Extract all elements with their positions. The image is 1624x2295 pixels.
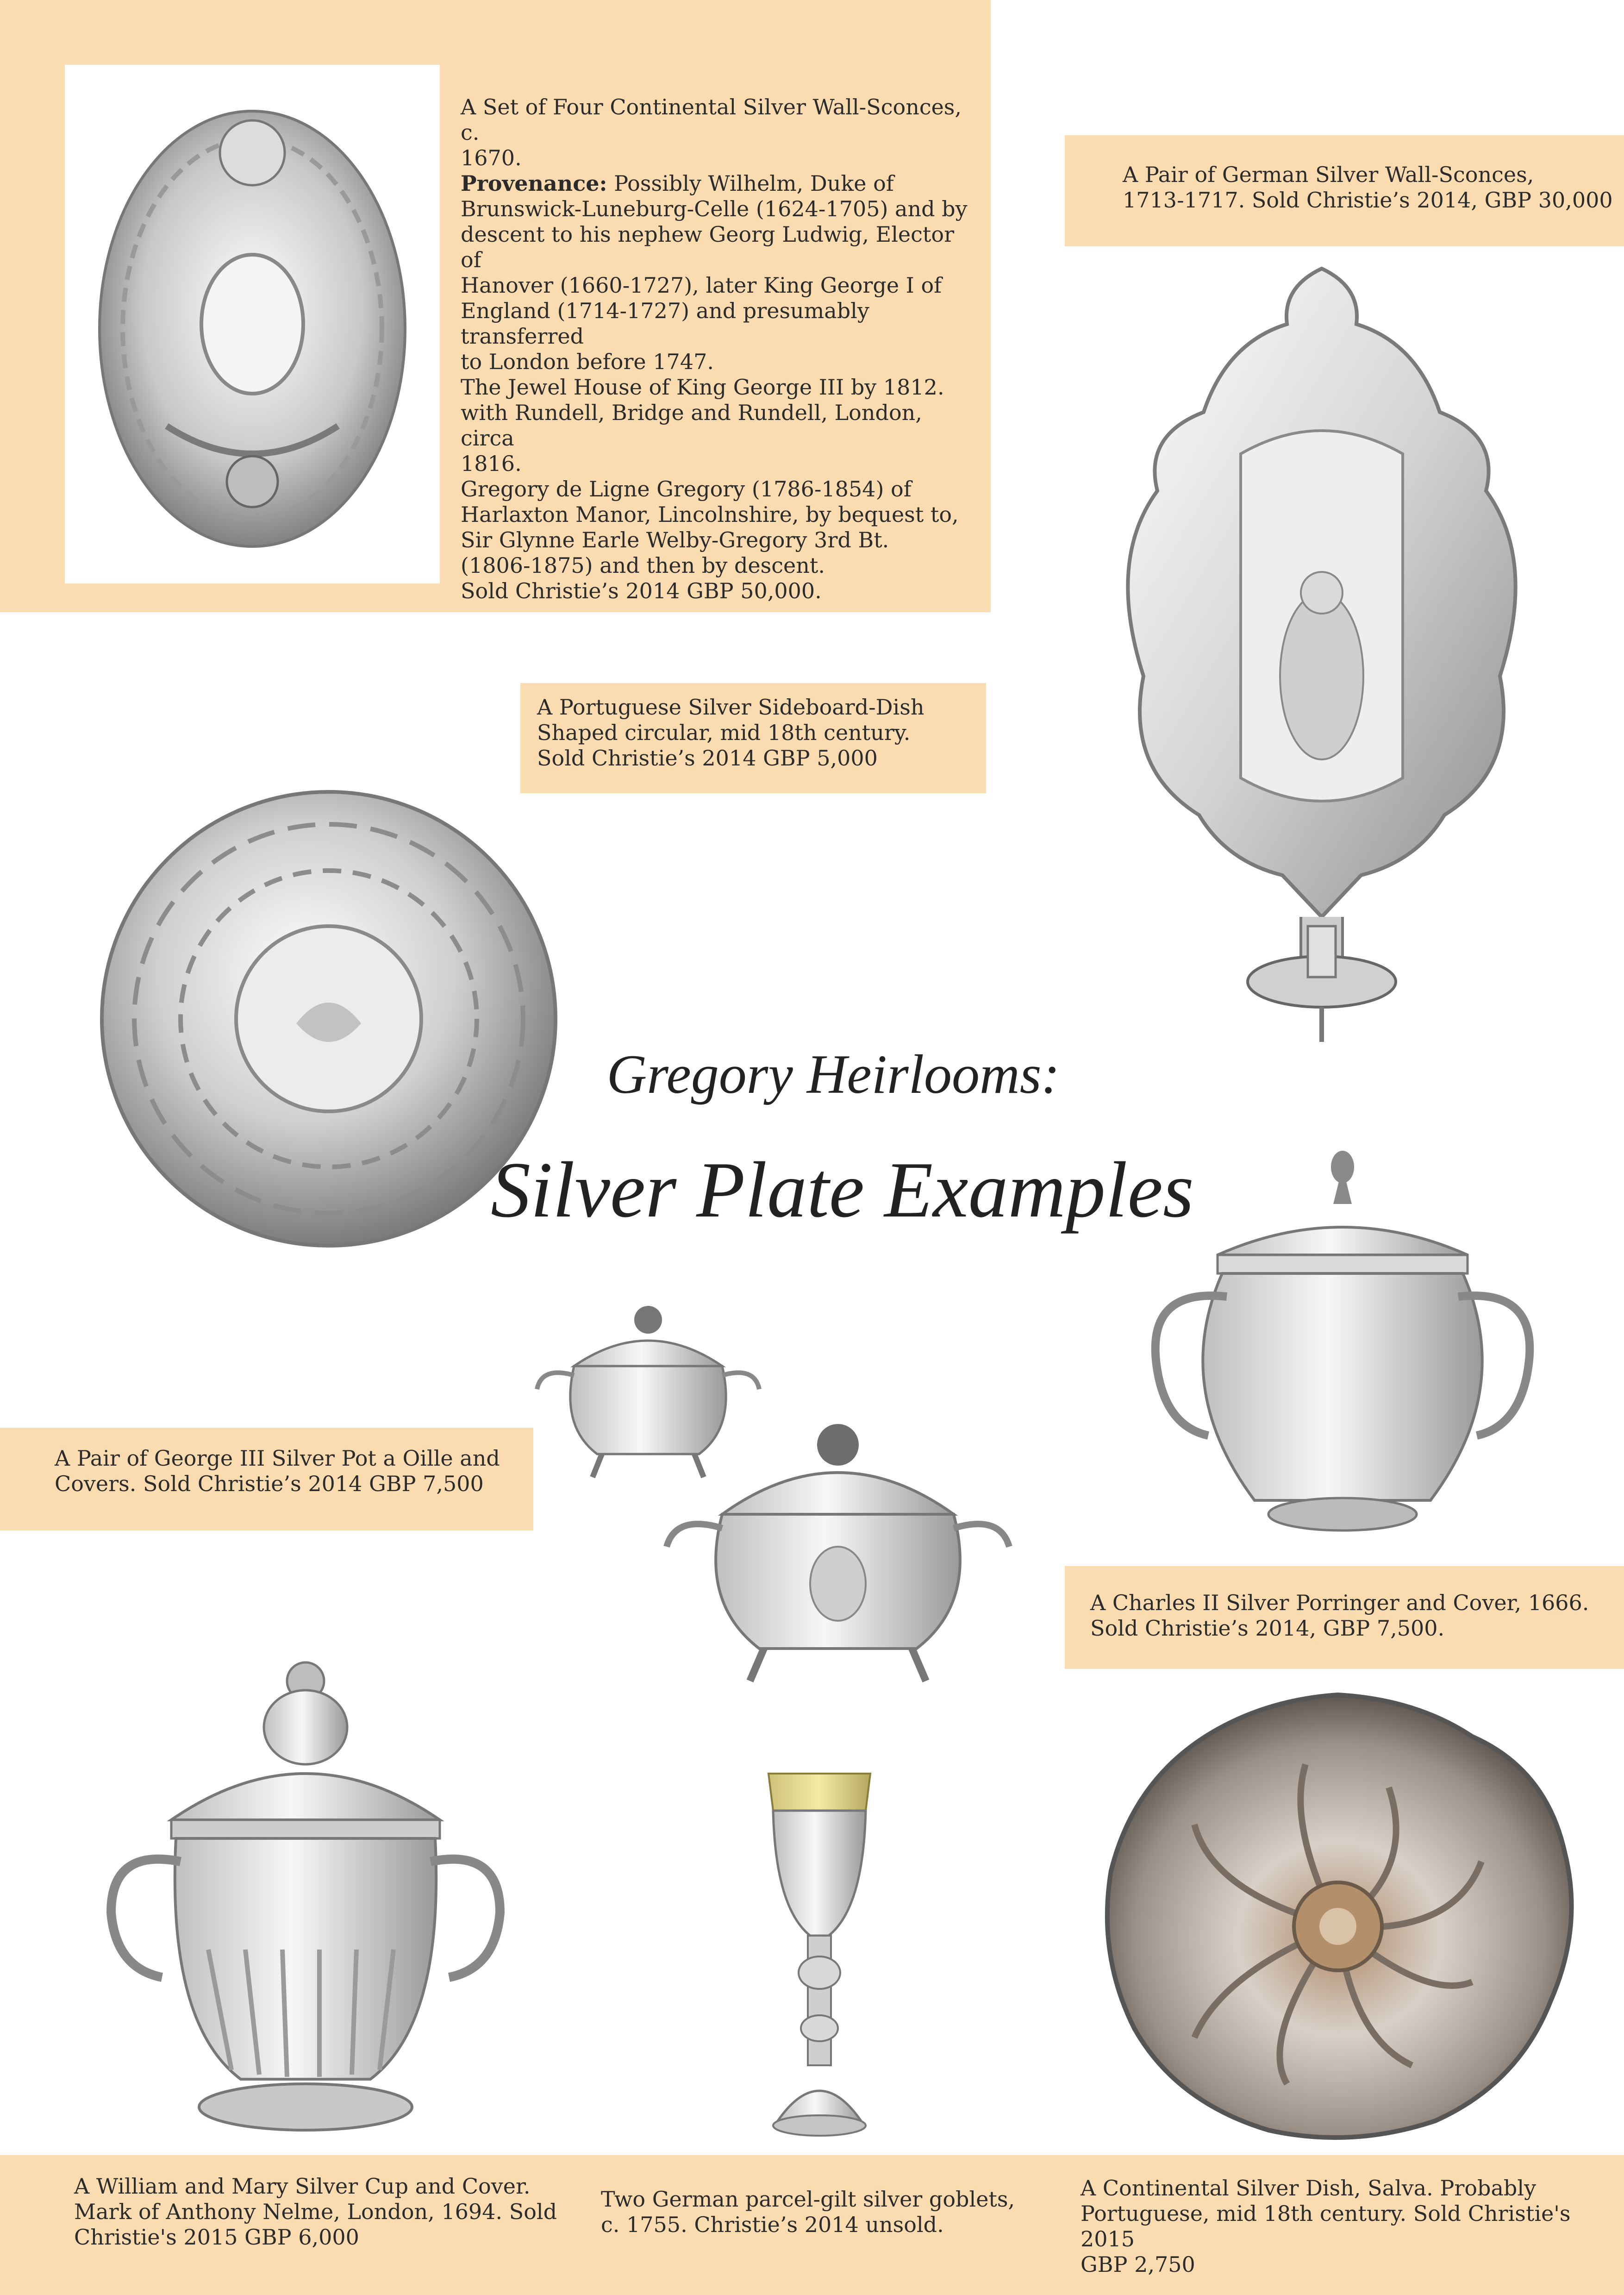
caption-line: Sold Christie’s 2014, GBP 7,500. [1090, 1616, 1445, 1641]
caption-line: Christie's 2015 GBP 6,000 [74, 2225, 359, 2250]
caption-line: A William and Mary Silver Cup and Cover. [74, 2174, 531, 2199]
caption-line: Gregory de Ligne Gregory (1786-1854) of [461, 477, 912, 502]
caption-line: Mark of Anthony Nelme, London, 1694. Sold [74, 2199, 557, 2224]
caption-line: A Pair of German Silver Wall-Sconces, [1123, 162, 1534, 187]
photo-salva-dish [1093, 1686, 1583, 2149]
caption-line: 1816. [461, 451, 522, 476]
caption-line: Sir Glynne Earle Welby-Gregory 3rd Bt. [461, 527, 889, 552]
caption-line: 1713-1717. Sold Christie’s 2014, GBP 30,000 [1123, 188, 1613, 213]
caption-line: Shaped circular, mid 18th century. [537, 720, 911, 745]
caption-line: Sold Christie’s 2014 GBP 5,000 [537, 746, 878, 771]
caption-line: Harlaxton Manor, Lincolnshire, by bequest to, [461, 502, 959, 527]
photo-cup-and-cover [93, 1653, 518, 2139]
caption-salva [1081, 2176, 1618, 2277]
caption-line: Two German parcel-gilt silver goblets, [601, 2187, 1015, 2212]
photo-wall-sconce-four [65, 65, 440, 583]
caption-line: c. 1755. Christie’s 2014 unsold. [601, 2212, 944, 2237]
photo-goblet [750, 1760, 889, 2149]
caption-line: 1670. [461, 145, 522, 170]
caption-line: England (1714-1727) and presumably transferred [461, 298, 869, 349]
caption-sideboard-dish [537, 695, 981, 771]
caption-goblets [601, 2187, 1036, 2238]
page-title-line1: Gregory Heirlooms: [606, 1043, 1060, 1105]
caption-line: A Continental Silver Dish, Salva. Probably [1081, 2176, 1537, 2201]
provenance-label: Provenance: [461, 171, 607, 196]
caption-line: Brunswick-Luneburg-Celle (1624-1705) and by [461, 196, 968, 221]
caption-line [461, 171, 974, 196]
caption-cup-cover [74, 2174, 574, 2250]
caption-line: Portuguese, mid 18th century. Sold Christie's 2015 [1081, 2201, 1571, 2251]
photo-pot-a-oille-large [657, 1398, 1018, 1686]
caption-text: Possibly Wilhelm, Duke of [607, 171, 894, 196]
caption-sconces-german [1123, 162, 1613, 213]
caption-line: The Jewel House of King George III by 1812. [461, 375, 944, 400]
caption-line: A Set of Four Continental Silver Wall-Sconces, c. [461, 94, 962, 145]
photo-german-wall-sconce [1088, 259, 1555, 1065]
caption-line: Hanover (1660-1727), later King George I of [461, 273, 942, 298]
caption-line: (1806-1875) and then by descent. [461, 553, 825, 578]
caption-line: A Charles II Silver Porringer and Cover, 1666. [1090, 1590, 1589, 1615]
caption-line: A Pair of George III Silver Pot a Oille and [55, 1446, 500, 1471]
caption-line: to London before 1747. [461, 349, 714, 374]
caption-line: with Rundell, Bridge and Rundell, London, circa [461, 400, 922, 451]
caption-pot-oille [55, 1446, 527, 1497]
caption-line: GBP 2,750 [1081, 2252, 1195, 2277]
page-title-line2: Silver Plate Examples [491, 1146, 1194, 1234]
caption-sconces-four [461, 94, 974, 604]
caption-line: descent to his nephew Georg Ludwig, Elector of [461, 222, 955, 272]
caption-line: A Portuguese Silver Sideboard-Dish [537, 695, 924, 720]
caption-porringer [1090, 1590, 1618, 1641]
caption-line: Covers. Sold Christie’s 2014 GBP 7,500 [55, 1471, 484, 1496]
caption-line: Sold Christie’s 2014 GBP 50,000. [461, 578, 822, 603]
